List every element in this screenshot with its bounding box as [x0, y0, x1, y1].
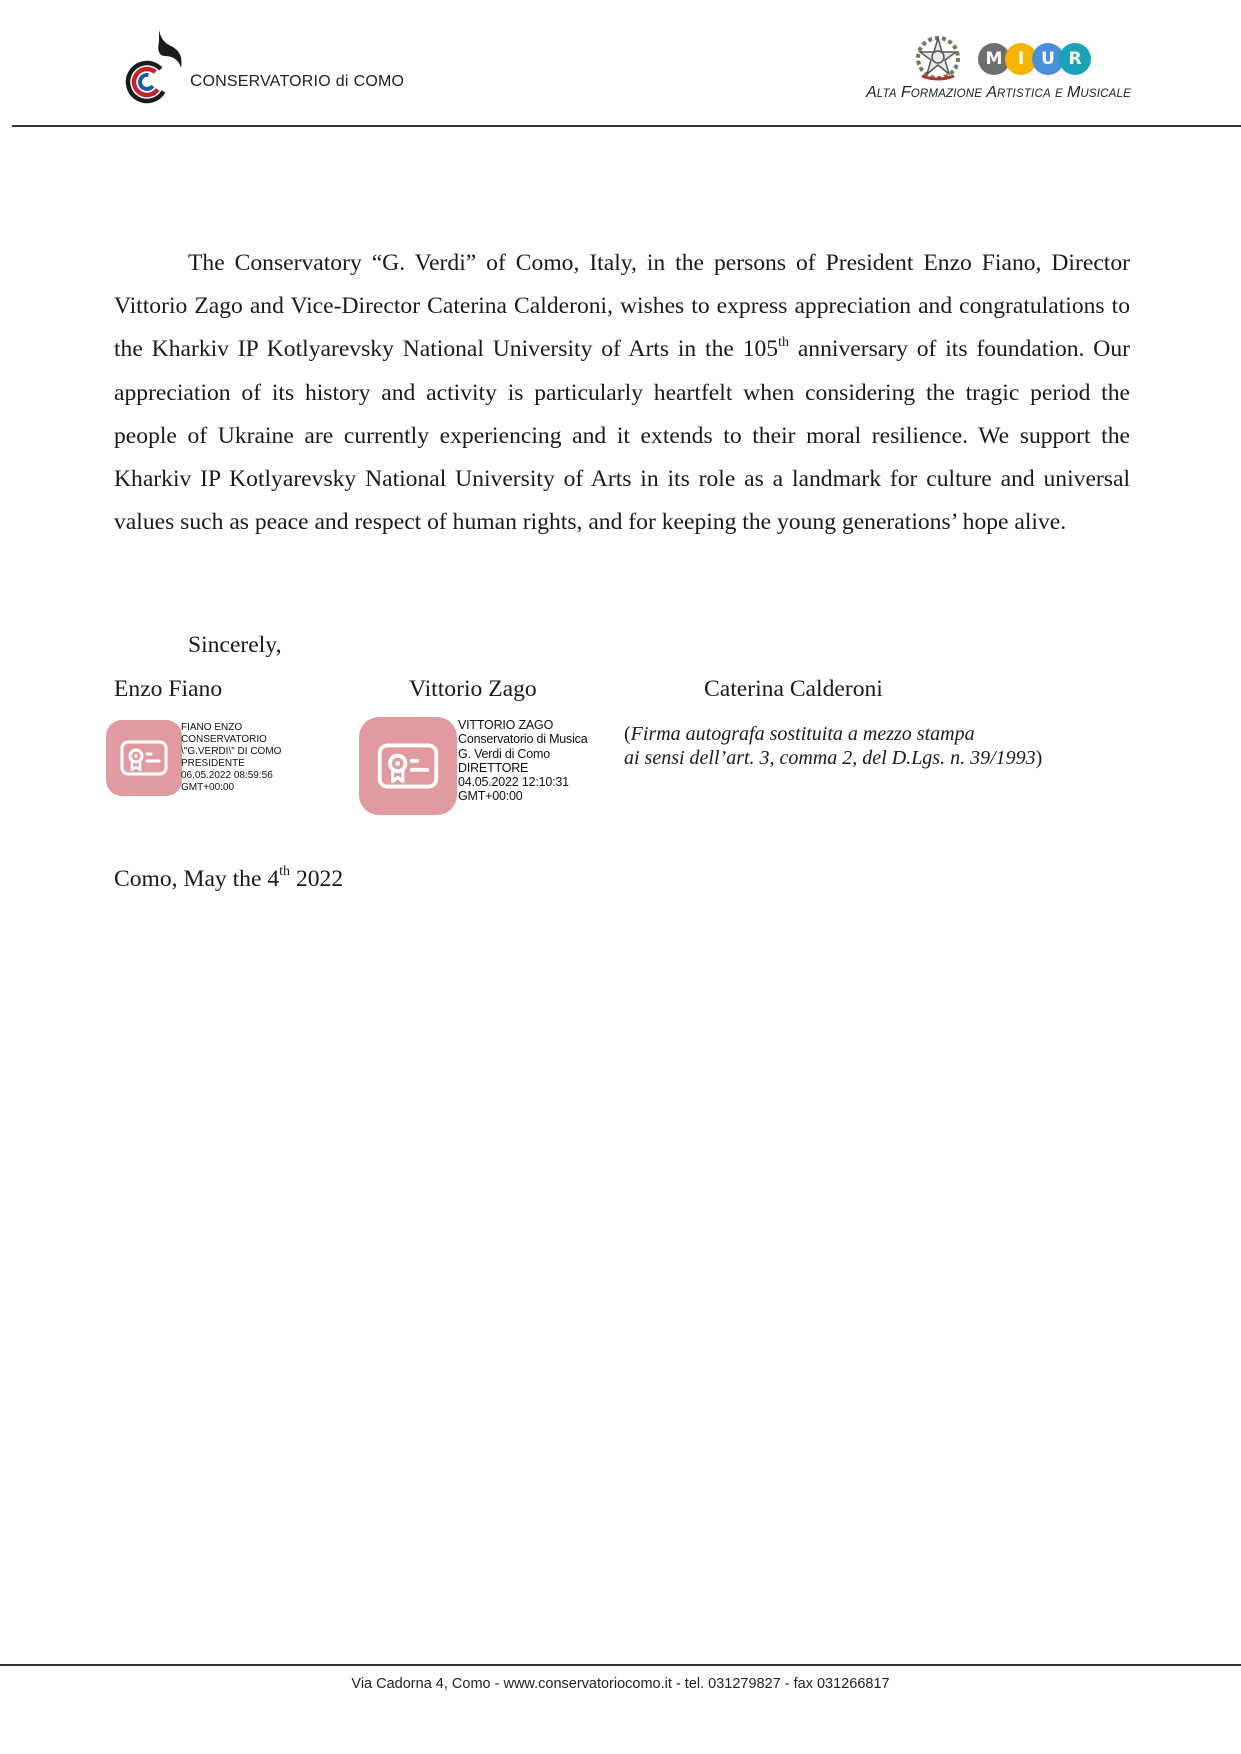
institution-name-part: C	[190, 71, 203, 90]
ordinal-suffix: th	[778, 334, 789, 350]
paragraph-text: The Conservatory “G. Verdi” of Como, Italy, in the persons of President Enzo Fiano, Director Vittorio Zago and Vice-Director Caterina Calderoni, wishes to express appreciation and congratulations to the Kharkiv IP Kotlyarevsky National University of Arts in the 105	[114, 250, 1130, 363]
miur-logo-letter: U	[1032, 43, 1064, 75]
signer-name: Caterina Calderoni	[704, 676, 883, 702]
legal-note-paren: (	[624, 723, 631, 745]
signer-name: Enzo Fiano	[114, 676, 223, 702]
legal-note-paren: )	[1035, 747, 1043, 769]
afam-part: A	[986, 84, 998, 101]
afam-part: A	[866, 84, 877, 101]
signature-legal-note	[624, 722, 1042, 770]
miur-logo-letter: M	[978, 43, 1010, 75]
institution-name-part: di	[335, 73, 349, 90]
footer-divider	[0, 1664, 1241, 1666]
afam-part: F	[900, 84, 911, 101]
digital-certificate-icon	[372, 730, 444, 802]
institution-name-part: ONSERVATORIO	[202, 73, 331, 90]
afam-part: LTA	[876, 88, 897, 100]
afam-part: USICALE	[1080, 88, 1131, 100]
afam-part: ORMAZIONE	[910, 88, 983, 100]
signer-name: Vittorio Zago	[409, 676, 537, 702]
italian-republic-emblem-icon	[912, 30, 964, 82]
closing-salutation: Sincerely,	[188, 632, 282, 658]
date-text: Como, May the 4	[114, 866, 280, 892]
signature-details	[458, 718, 587, 804]
signature-line: VITTORIO ZAGO	[458, 718, 554, 732]
digital-signature-seal	[359, 717, 457, 815]
signature-line: PRESIDENTE	[181, 758, 245, 769]
signature-line: 04.05.2022 12:10:31	[458, 775, 569, 790]
legal-note-text: ai sensi dell’art. 3, comma 2, del D.Lgs. n. 39/1993	[624, 747, 1036, 769]
signature-line: G. Verdi di Como	[458, 746, 550, 761]
digital-certificate-icon	[116, 730, 172, 786]
afam-part: E	[1055, 88, 1063, 100]
miur-logo-letter: I	[1005, 43, 1037, 75]
legal-note-line	[624, 722, 1042, 746]
afam-part: RTISTICA	[997, 88, 1051, 100]
legal-note-text: Firma autografa sostituita a mezzo stampa	[630, 723, 975, 745]
miur-logo	[978, 43, 1091, 75]
afam-part: M	[1067, 84, 1081, 101]
footer-contact: Via Cadorna 4, Como - www.conservatoriocomo.it - tel. 031279827 - fax 031266817	[351, 1676, 890, 1692]
letter-body	[114, 242, 1130, 544]
ordinal-suffix: th	[279, 864, 291, 880]
signature-line: Conservatorio di Musica	[458, 732, 588, 747]
date-text: 2022	[290, 866, 344, 892]
letter-date	[114, 866, 343, 893]
digital-signature-seal	[106, 720, 182, 796]
paragraph-text: anniversary of its foundation. Our appreciation of its history and activity is particularly heartfelt when considering the tragic period the people of Ukraine are currently experiencing and it extends to their moral resilience. We support the Kharkiv IP Kotlyarevsky National University of Arts in its role as a landmark for culture and universal values such as peace and respect of human rights, and for keeping the young generations’ hope alive.	[114, 336, 1130, 536]
signature-line: GMT+00:00	[458, 789, 523, 804]
signature-details	[181, 722, 281, 794]
signature-line: FIANO ENZO	[181, 722, 243, 733]
signature-line: 06.05.2022 08:59:56	[181, 770, 273, 781]
signature-line: CONSERVATORIO	[181, 734, 267, 745]
legal-note-line	[624, 746, 1042, 770]
institution-name-part: COMO	[353, 73, 405, 90]
signature-line: GMT+00:00	[181, 782, 235, 793]
miur-logo-letter: R	[1059, 43, 1091, 75]
conservatorio-logo-icon	[125, 28, 185, 108]
signature-line: DIRETTORE	[458, 760, 529, 775]
letter-paragraph	[114, 242, 1130, 544]
signature-line: \"G.VERDI\" DI COMO	[181, 746, 282, 757]
header-divider	[12, 125, 1241, 127]
institution-name	[190, 71, 404, 91]
afam-caption	[866, 84, 1131, 102]
